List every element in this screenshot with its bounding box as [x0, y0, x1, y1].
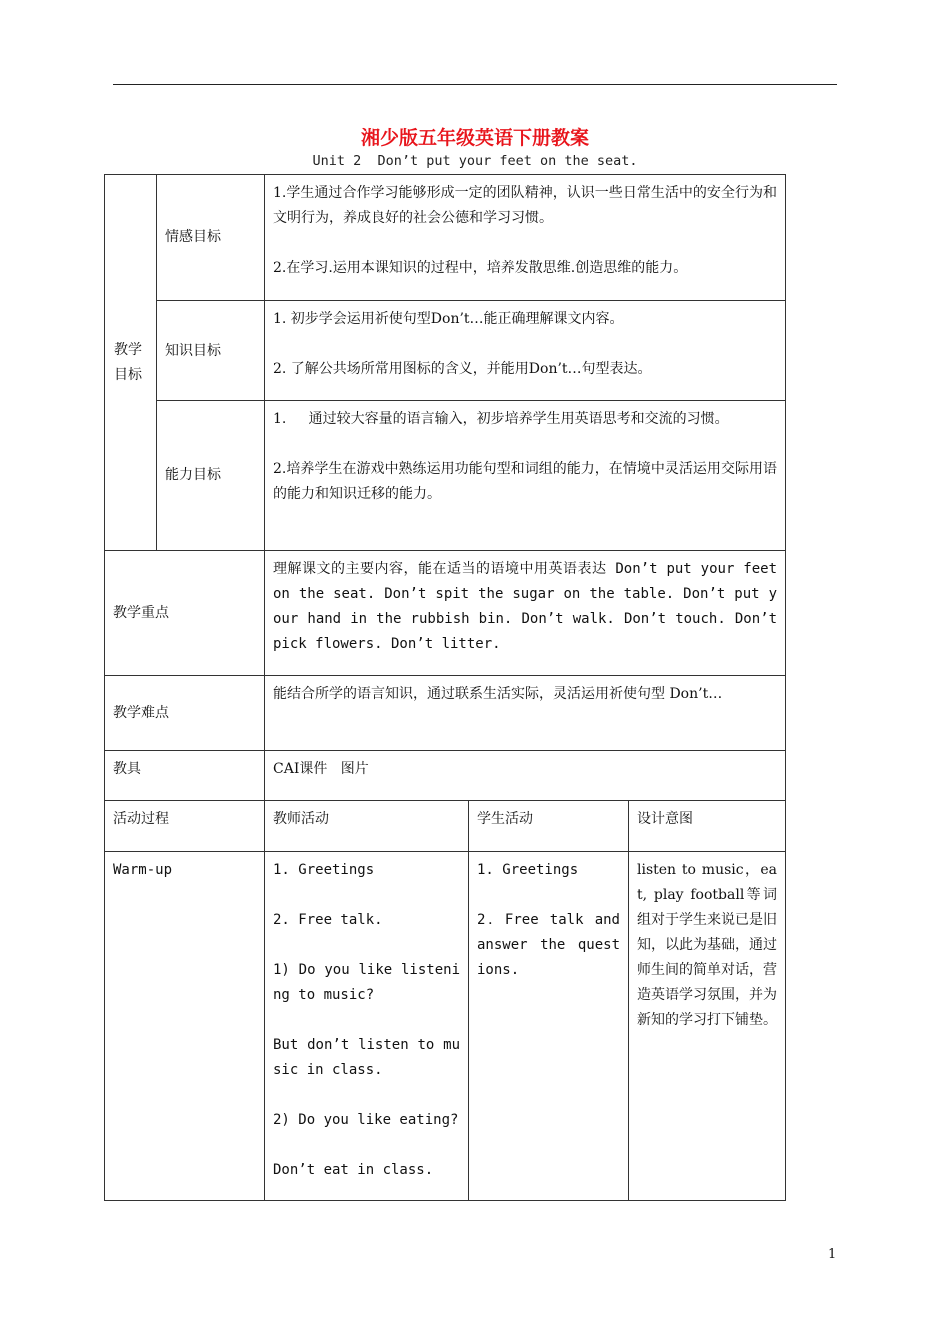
key-points-content: 理解课文的主要内容，能在适当的语境中用英语表达 Don’t put your feet on the seat. Don’t spit the sugar on the table. Don’t put your hand in the rubbish bin. Don’t walk. Don’t touch. Don’t pick flowers. Don’t litter. [265, 551, 786, 676]
warmup-design-intent: listen to music，eat, play football等词组对于学生来说已是旧知，以此为基础，通过师生间的简单对话，营造英语学习氛围，并为新知的学习打下铺垫。 [629, 852, 786, 1201]
ability-goal-content [265, 401, 786, 551]
teacher-line: Don’t eat in class. [273, 1162, 434, 1178]
emotion-goal-content [265, 175, 786, 301]
warmup-teacher-activity [265, 852, 469, 1201]
ability-goal-item-1: 1. 通过较大容量的语言输入，初步培养学生用英语思考和交流的习惯。 [273, 411, 729, 427]
knowledge-goal-content [265, 301, 786, 401]
difficulties-content: 能结合所学的语言知识，通过联系生活实际，灵活运用祈使句型 Don’t… [265, 676, 786, 751]
objective-row-emotion [105, 175, 786, 301]
student-line: 1. Greetings [477, 862, 579, 878]
key-points-row [105, 551, 786, 676]
ability-goal-label: 能力目标 [157, 401, 265, 551]
teacher-line: But don’t listen to music in class. [273, 1037, 460, 1078]
warmup-student-activity [469, 852, 629, 1201]
header-rule [113, 84, 837, 85]
key-points-label: 教学重点 [105, 551, 265, 676]
unit-subtitle: Unit 2 Don’t put your feet on the seat. [312, 153, 638, 169]
ability-goal-item-2: 2.培养学生在游戏中熟练运用功能句型和词组的能力，在情境中灵活运用交际用语的能力和知识迁移的能力。 [273, 461, 778, 502]
difficulties-label: 教学难点 [105, 676, 265, 751]
objectives-group-label: 教学目标 [105, 175, 157, 551]
document-title: 湘少版五年级英语下册教案 [360, 127, 589, 149]
student-line: 2．Free talk and answer the questions. [477, 912, 620, 978]
teacher-line: 1) Do you like listening to music? [273, 962, 460, 1003]
objective-row-ability [105, 401, 786, 551]
emotion-goal-label: 情感目标 [157, 175, 265, 301]
page-number: 1 [828, 1247, 837, 1262]
teacher-line: 1. Greetings [273, 862, 375, 878]
process-header-student: 学生活动 [469, 801, 629, 852]
objective-row-knowledge [105, 301, 786, 401]
teacher-line: 2. Free talk. [273, 912, 383, 928]
teaching-aids-label: 教具 [105, 751, 265, 801]
process-header-teacher: 教师活动 [265, 801, 469, 852]
difficulties-row [105, 676, 786, 751]
knowledge-goal-item-2: 2. 了解公共场所常用图标的含义，并能用Don’t…句型表达。 [273, 361, 652, 377]
process-header-row [105, 801, 786, 852]
process-header-stage: 活动过程 [105, 801, 265, 852]
knowledge-goal-item-1: 1. 初步学会运用祈使句型Don’t…能正确理解课文内容。 [273, 311, 624, 327]
knowledge-goal-label: 知识目标 [157, 301, 265, 401]
warmup-row [105, 852, 786, 1201]
teaching-aids-content: CAI课件 图片 [265, 751, 786, 801]
teacher-line: 2) Do you like eating? [273, 1112, 459, 1128]
process-header-intent: 设计意图 [629, 801, 786, 852]
emotion-goal-item-2: 2.在学习.运用本课知识的过程中，培养发散思维.创造思维的能力。 [273, 260, 688, 276]
warmup-stage-label: Warm-up [105, 852, 265, 1201]
teaching-aids-row [105, 751, 786, 801]
emotion-goal-item-1: 1.学生通过合作学习能够形成一定的团队精神，认识一些日常生活中的安全行为和文明行为，养成良好的社会公德和学习习惯。 [273, 185, 778, 226]
lesson-plan-table [104, 174, 786, 1201]
